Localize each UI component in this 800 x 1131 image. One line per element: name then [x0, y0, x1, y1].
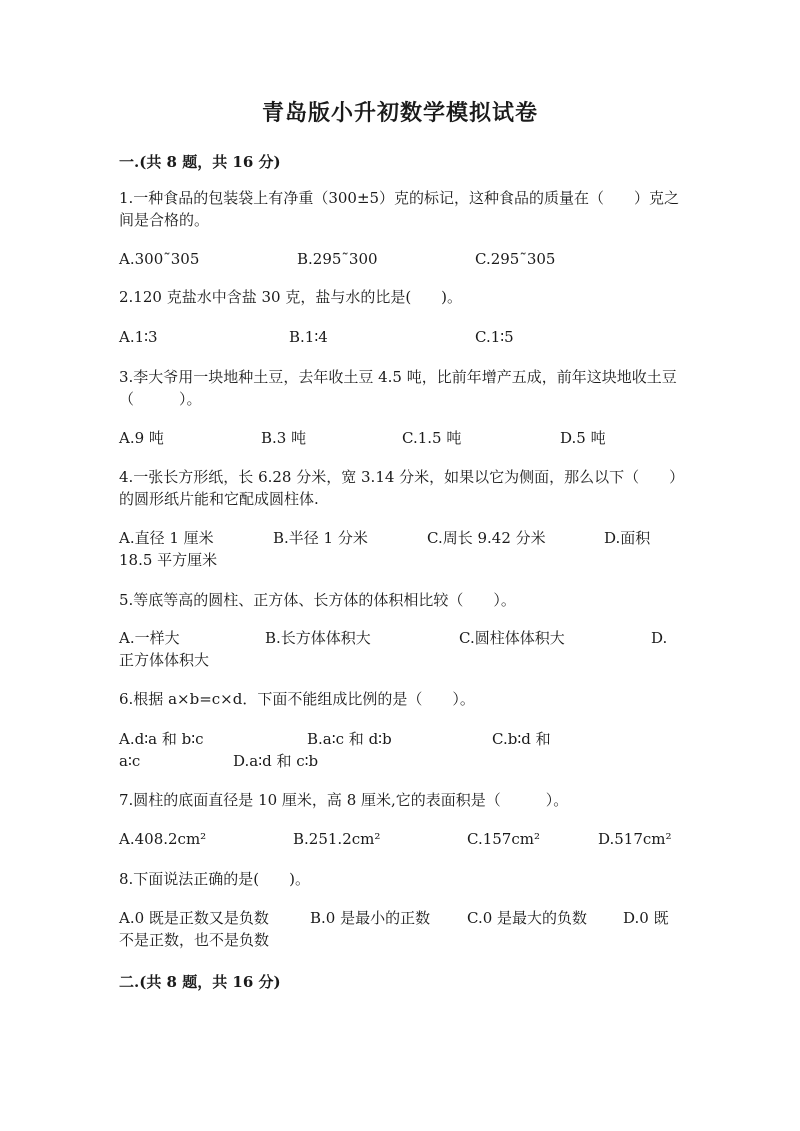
question-4-option-d: D.面积 — [604, 529, 651, 547]
question-6-option-a: A.d∶a 和 b∶c — [119, 730, 204, 748]
question-4-option-c: C.周长 9.42 分米 — [427, 529, 546, 547]
question-2-stem: 2.120 克盐水中含盐 30 克，盐与水的比是( )。 — [119, 288, 463, 306]
question-8-option-c: C.0 是最大的负数 — [467, 909, 588, 927]
question-2-option-c: C.1∶5 — [475, 328, 514, 346]
section-heading-1: 一.(共 8 题，共 16 分) — [119, 153, 281, 171]
question-7-stem: 7.圆柱的底面直径是 10 厘米，高 8 厘米,它的表面积是（ ）。 — [119, 791, 569, 809]
question-6-option-c: C.b∶d 和 — [492, 730, 551, 748]
question-4-option-a: A.直径 1 厘米 — [119, 529, 214, 547]
question-6-option-b: B.a∶c 和 d∶b — [307, 730, 392, 748]
question-3-option-c: C.1.5 吨 — [402, 429, 462, 447]
question-6-stem: 6.根据 a×b=c×d．下面不能组成比例的是（ ）。 — [119, 690, 475, 708]
question-3-option-b: B.3 吨 — [261, 429, 307, 447]
question-3-option-a: A.9 吨 — [119, 429, 164, 447]
question-5-option-d-continuation: 正方体体积大 — [119, 651, 210, 669]
question-6-option-d: D.a∶d 和 c∶b — [233, 752, 319, 770]
question-1-option-c: C.295˜305 — [475, 250, 556, 268]
page-title: 青岛版小升初数学模拟试卷 — [261, 100, 538, 126]
question-3-option-d: D.5 吨 — [560, 429, 606, 447]
section-heading-2: 二.(共 8 题，共 16 分) — [119, 973, 281, 991]
question-7-option-d: D.517cm² — [598, 830, 672, 848]
question-1-option-b: B.295˜300 — [297, 250, 378, 268]
question-7-option-b: B.251.2cm² — [293, 830, 381, 848]
question-5-option-b: B.长方体体积大 — [265, 629, 371, 647]
question-6-option-c-continuation: a∶c — [119, 752, 141, 770]
question-8-option-d: D.0 既 — [623, 909, 669, 927]
question-8-option-b: B.0 是最小的正数 — [310, 909, 431, 927]
question-7-option-a: A.408.2cm² — [119, 830, 207, 848]
question-2-option-b: B.1∶4 — [289, 328, 328, 346]
question-8-option-d-continuation: 不是正数，也不是负数 — [119, 931, 270, 949]
question-5-option-c: C.圆柱体体积大 — [459, 629, 565, 647]
question-5-option-d: D. — [651, 629, 668, 647]
question-4-option-b: B.半径 1 分米 — [273, 529, 368, 547]
question-5-option-a: A.一样大 — [119, 629, 180, 647]
question-2-option-a: A.1∶3 — [119, 328, 158, 346]
question-5-stem: 5.等底等高的圆柱、正方体、长方体的体积相比较（ ）。 — [119, 591, 516, 609]
question-1-stem: 1.一种食品的包装袋上有净重（300±5）克的标记，这种食品的质量在（ ）克之间是合格的。 — [119, 189, 680, 229]
question-4-stem: 4.一张长方形纸，长 6.28 分米，宽 3.14 分米，如果以它为侧面，那么以下（ ）的圆形纸片能和它配成圆柱体. — [119, 468, 685, 508]
question-8-stem: 8.下面说法正确的是( )。 — [119, 870, 311, 888]
question-7-option-c: C.157cm² — [467, 830, 540, 848]
question-8-option-a: A.0 既是正数又是负数 — [119, 909, 269, 927]
question-1-option-a: A.300˜305 — [119, 250, 200, 268]
question-3-stem: 3.李大爷用一块地种土豆，去年收土豆 4.5 吨，比前年增产五成，前年这块地收土豆（ ）。 — [119, 368, 677, 408]
question-4-option-d-continuation: 18.5 平方厘米 — [119, 551, 218, 569]
